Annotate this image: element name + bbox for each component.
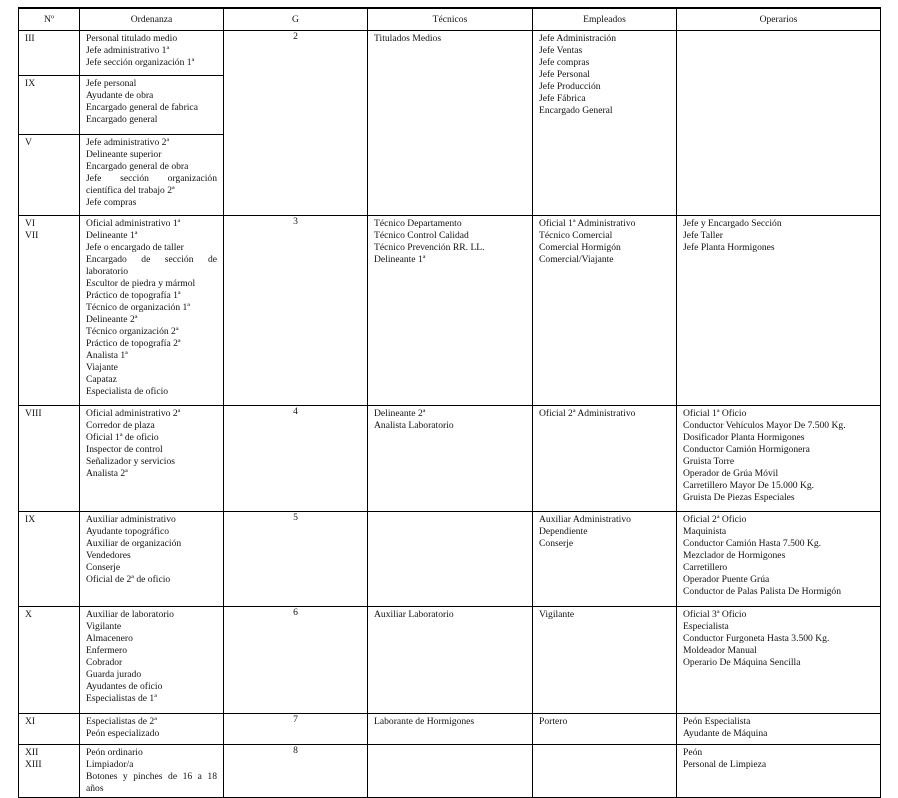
tecnicos-cell (368, 216, 533, 406)
num-cell (19, 714, 80, 745)
tecnicos-item: Técnico Prevención RR. LL. (374, 242, 485, 253)
num-cell (19, 512, 80, 607)
operarios-cell (677, 714, 881, 745)
ordenanza-item: Práctico de topografía 2ª (86, 338, 181, 349)
level-number: IX (25, 514, 36, 525)
ordenanza-item: Técnico organización 2ª (86, 326, 179, 337)
operarios-item: Conductor de Palas Palista De Hormigón (683, 586, 842, 597)
header-ordenanza: Ordenanza (80, 8, 224, 31)
ordenanza-list (79, 135, 223, 215)
tecnicos-item: Delineante 2ª (374, 408, 426, 419)
ordenanza-item: Especialista de oficio (86, 386, 169, 397)
group2-empleados-cell (533, 31, 677, 216)
operarios-item: Jefe y Encargado Sección (683, 218, 782, 229)
operarios-item: Peón Especialista (683, 716, 751, 727)
operarios-item: Ayudante de Máquina (683, 728, 768, 739)
operarios-item: Conductor Camión Hormigonera (683, 444, 810, 455)
ordenanza-item: Enfermero (86, 645, 128, 656)
ordenanza-item: Delineante superior (86, 149, 162, 160)
ordenanza-item: Almacenero (86, 633, 133, 644)
level-number: VIII (25, 408, 42, 419)
operarios-item: Personal de Limpieza (683, 759, 767, 770)
group-number: 5 (293, 512, 298, 523)
group-number: 4 (293, 406, 298, 417)
ordenanza-item: Peón especializado (86, 728, 160, 739)
operarios-item: Mezclador de Hormigones (683, 550, 786, 561)
operarios-item: Oficial 3ª Oficio (683, 609, 747, 620)
ordenanza-item: Inspector de control (86, 444, 163, 455)
operarios-item: Jefe Planta Hormigones (683, 242, 775, 253)
ordenanza-item: Peón ordinario (86, 747, 143, 758)
ordenanza-item: Botones y pinches de 16 a 18 años (86, 771, 217, 794)
level-number: VII (25, 230, 39, 241)
operarios-item: Peón (683, 747, 703, 758)
operarios-cell (677, 607, 881, 714)
operarios-item: Operario De Máquina Sencilla (683, 657, 801, 668)
ordenanza-item: Auxiliar administrativo (86, 514, 176, 525)
empleados-item: Jefe Producción (539, 81, 601, 92)
ordenanza-item: Jefe administrativo 1ª (86, 45, 170, 56)
header-row (19, 8, 881, 31)
level-number: IX (25, 78, 36, 89)
ordenanza-item: Especialistas de 1ª (86, 693, 157, 704)
tecnicos-cell (368, 512, 533, 607)
empleados-cell (533, 216, 677, 406)
tecnicos-cell (368, 714, 533, 745)
empleados-cell (533, 714, 677, 745)
ordenanza-item: Práctico de topografía 1ª (86, 290, 181, 301)
group-number: 8 (293, 745, 298, 756)
ordenanza-item: Vendedores (86, 550, 131, 561)
tecnicos-item: Analista Laboratorio (374, 420, 454, 431)
ordenanza-item: Ayudantes de oficio (86, 681, 163, 692)
ordenanza-item: Encargado general de fabrica (86, 102, 198, 113)
operarios-item: Conductor Camión Hasta 7.500 Kg. (683, 538, 822, 549)
ordenanza-item: Vigilante (86, 621, 122, 632)
ordenanza-item: Delineante 1ª (86, 230, 138, 241)
empleados-item: Jefe Personal (539, 69, 590, 80)
empleados-cell (533, 745, 677, 798)
ordenanza-item: Técnico de organización 1ª (86, 302, 190, 313)
ordenanza-item: Encargado general (86, 114, 158, 125)
ordenanza-item: Oficial administrativo 2ª (86, 408, 181, 419)
operarios-item: Oficial 2ª Oficio (683, 514, 747, 525)
g-cell (224, 714, 368, 745)
ordenanza-list (79, 31, 223, 75)
tecnicos-item: Delineante 1ª (374, 254, 426, 265)
tecnicos-cell (368, 406, 533, 512)
operarios-item: Conductor Vehículos Mayor De 7.500 Kg. (683, 420, 846, 431)
operarios-item: Conductor Furgoneta Hasta 3.500 Kg. (683, 633, 830, 644)
ordenanza-item: Limpiador/a (86, 759, 134, 770)
ordenanza-cell (80, 216, 224, 406)
g-cell (224, 607, 368, 714)
ordenanza-item: Ayudante topográfico (86, 526, 170, 537)
empleados-item: Comercial/Viajante (539, 254, 614, 265)
tecnicos-item: Técnico Departamento (374, 218, 462, 229)
ordenanza-item: Conserje (86, 562, 121, 573)
g-cell (224, 745, 368, 798)
ordenanza-item: Viajante (86, 362, 118, 373)
subgroup-row (19, 135, 223, 215)
ordenanza-item: Personal titulado medio (86, 33, 178, 44)
tecnicos-item: Auxiliar Laboratorio (374, 609, 454, 620)
ordenanza-item: Auxiliar de laboratorio (86, 609, 174, 620)
operarios-item: Jefe Taller (683, 230, 723, 241)
level-number: XIII (25, 759, 42, 770)
ordenanza-item: Oficial 1ª de oficio (86, 432, 159, 443)
table-row (19, 607, 881, 714)
empleados-cell (533, 512, 677, 607)
empleados-item: Jefe Administración (539, 33, 616, 44)
tecnicos-item: Titulados Medios (374, 33, 442, 44)
empleados-item: Jefe compras (539, 57, 590, 68)
group-number: 7 (293, 714, 298, 725)
ordenanza-item: Escultor de piedra y mármol (86, 278, 196, 289)
empleados-item: Jefe Fábrica (539, 93, 586, 104)
subgroup-row (19, 31, 223, 76)
operarios-item: Especialista (683, 621, 729, 632)
operarios-item: Maquinista (683, 526, 727, 537)
empleados-item: Comercial Hormigón (539, 242, 621, 253)
empleados-item: Auxiliar Administrativo (539, 514, 631, 525)
operarios-item: Gruista De Piezas Especiales (683, 492, 795, 503)
num-cell (19, 406, 80, 512)
operarios-item: Gruista Torre (683, 456, 735, 467)
tecnicos-item: Técnico Control Calidad (374, 230, 469, 241)
ordenanza-item: Jefe personal (86, 78, 137, 89)
ordenanza-item: Especialistas de 2ª (86, 716, 157, 727)
header-operarios: Operarios (677, 8, 881, 31)
empleados-cell (533, 607, 677, 714)
operarios-item: Oficial 1ª Oficio (683, 408, 747, 419)
ordenanza-item: Analista 1ª (86, 350, 128, 361)
group-number: 6 (293, 607, 298, 618)
operarios-cell (677, 216, 881, 406)
ordenanza-item: Auxiliar de organización (86, 538, 182, 549)
operarios-item: Moldeador Manual (683, 645, 757, 656)
ordenanza-item: Ayudante de obra (86, 90, 154, 101)
ordenanza-item: Jefe sección organización científica del trabajo 2ª (86, 173, 217, 196)
level-number: XII (25, 747, 39, 758)
g-cell (224, 406, 368, 512)
empleados-item: Conserje (539, 538, 574, 549)
group-number: 3 (293, 216, 298, 227)
ordenanza-item: Analista 2ª (86, 468, 128, 479)
table-row (19, 406, 881, 512)
header-empleados: Empleados (533, 8, 677, 31)
header-num: Nº (19, 8, 80, 31)
ordenanza-item: Cobrador (86, 657, 123, 668)
ordenanza-item: Encargado de sección de laboratorio (86, 254, 217, 277)
empleados-item: Técnico Comercial (539, 230, 613, 241)
ordenanza-item: Jefe administrativo 2ª (86, 137, 170, 148)
ordenanza-cell (80, 406, 224, 512)
table-row (19, 512, 881, 607)
level-number: X (25, 609, 32, 620)
ordenanza-item: Capataz (86, 374, 117, 385)
group-row-2 (19, 31, 881, 216)
header-tecnicos: Técnicos (368, 8, 533, 31)
level-number: VI (25, 218, 36, 229)
ordenanza-item: Señalizador y servicios (86, 456, 175, 467)
operarios-item: Carretillero Mayor De 15.000 Kg. (683, 480, 815, 491)
operarios-item: Operador de Grúa Móvil (683, 468, 779, 479)
operarios-cell (677, 406, 881, 512)
tecnicos-cell (368, 745, 533, 798)
ordenanza-item: Oficial administrativo 1ª (86, 218, 181, 229)
ordenanza-item: Corredor de plaza (86, 420, 155, 431)
num-cell (19, 745, 80, 798)
ordenanza-cell (80, 512, 224, 607)
classification-table (18, 7, 881, 798)
table-row (19, 714, 881, 745)
table-row (19, 216, 881, 406)
operarios-item: Carretillero (683, 562, 728, 573)
table-row (19, 745, 881, 798)
ordenanza-cell (80, 714, 224, 745)
tecnicos-item: Laborante de Hormigones (374, 716, 475, 727)
group2-tecnicos-cell (368, 31, 533, 216)
empleados-item: Oficial 2ª Administrativo (539, 408, 636, 419)
ordenanza-cell (80, 745, 224, 798)
group2-subgroups-cell (19, 31, 224, 216)
operarios-cell (677, 745, 881, 798)
ordenanza-item: Jefe compras (86, 197, 137, 208)
level-number: III (25, 33, 35, 44)
table-body (19, 31, 881, 798)
ordenanza-item: Jefe sección organización 1ª (86, 57, 195, 68)
empleados-item: Encargado General (539, 105, 613, 116)
group2-g: 2 (293, 31, 298, 42)
num-cell (19, 216, 80, 406)
level-number: XI (25, 716, 36, 727)
empleados-item: Portero (539, 716, 568, 727)
operarios-item: Operador Puente Grúa (683, 574, 770, 585)
num-cell (19, 607, 80, 714)
empleados-item: Dependiente (539, 526, 588, 537)
ordenanza-item: Jefe o encargado de taller (86, 242, 184, 253)
empleados-item: Oficial 1ª Administrativo (539, 218, 636, 229)
g-cell (224, 216, 368, 406)
ordenanza-item: Oficial de 2ª de oficio (86, 574, 171, 585)
empleados-item: Vigilante (539, 609, 575, 620)
ordenanza-cell (80, 607, 224, 714)
group2-g-cell (224, 31, 368, 216)
ordenanza-list (79, 76, 223, 134)
ordenanza-item: Delineante 2ª (86, 314, 138, 325)
empleados-cell (533, 406, 677, 512)
ordenanza-item: Encargado general de obra (86, 161, 189, 172)
subgroup-row (19, 76, 223, 135)
group2-operarios-cell (677, 31, 881, 216)
header-g: G (224, 8, 368, 31)
level-number: V (25, 137, 32, 148)
g-cell (224, 512, 368, 607)
empleados-item: Jefe Ventas (539, 45, 583, 56)
ordenanza-item: Guarda jurado (86, 669, 142, 680)
operarios-cell (677, 512, 881, 607)
operarios-item: Dosificador Planta Hormigones (683, 432, 805, 443)
tecnicos-cell (368, 607, 533, 714)
